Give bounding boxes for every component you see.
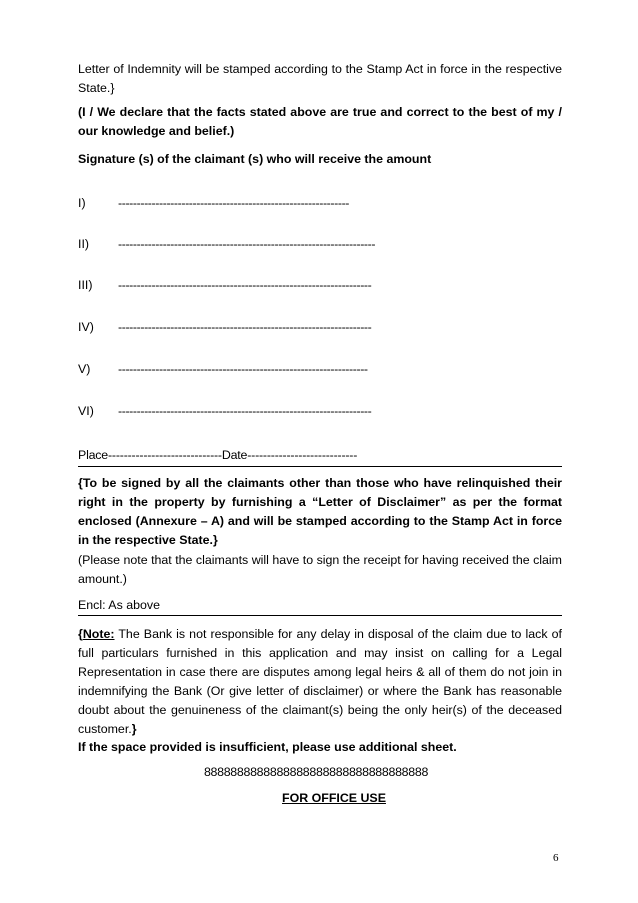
- separator-row: [78, 765, 562, 779]
- signature-number: III): [78, 278, 93, 292]
- signature-heading-block: [78, 150, 562, 169]
- signature-number: V): [78, 362, 91, 376]
- office-use-heading: FOR OFFICE USE: [282, 791, 386, 805]
- signature-blank: --------------------------------------------------------------: [118, 196, 350, 210]
- declaration-text: (I / We declare that the facts stated above are true and correct to the best of my / our knowledge and belief.): [78, 105, 562, 138]
- space-note-text: If the space provided is insufficient, please use additional sheet.: [78, 740, 457, 754]
- signature-number: II): [78, 237, 90, 251]
- signature-blank: --------------------------------------------------------------------: [118, 320, 372, 334]
- office-use-row: [78, 791, 562, 805]
- declaration-paragraph: [78, 103, 562, 141]
- receipt-note-text: (Please note that the claimants will have to sign the receipt for having received the claim amount.): [78, 553, 562, 586]
- sign-instruction-text: {To be signed by all the claimants other than those who have relinquished their right in the property by furnishing a “Letter of Disclaimer” as per the format enclosed (Annexure – A) and will be stamped according to the Stamp Act in force in the respective State.}: [78, 476, 562, 547]
- intro-paragraph: [78, 60, 562, 98]
- signature-number: IV): [78, 320, 94, 334]
- signature-number: VI): [78, 404, 94, 418]
- page-number: 6: [553, 852, 559, 864]
- divider: [78, 466, 562, 467]
- sign-instruction-block: [78, 474, 562, 550]
- signature-blank: --------------------------------------------------------------------: [118, 278, 372, 292]
- signature-number: I): [78, 196, 86, 210]
- signature-blank: ---------------------------------------------------------------------: [118, 237, 376, 251]
- note-open-brace: {: [78, 627, 83, 641]
- note-body: The Bank is not responsible for any delay in disposal of the claim due to lack of full particulars furnished in this application and may insist on calling for a Legal Representation in case there are disputes among legal heirs & all of them do not join in indemnifying the Bank (Or give letter of disclaimer) or where the Bank has reasonable doubt about the genuineness of the claimant(s) being the only heir(s) of the deceased customer.: [78, 627, 562, 736]
- note-block: [78, 625, 562, 739]
- signature-blank: --------------------------------------------------------------------: [118, 404, 372, 418]
- intro-text: Letter of Indemnity will be stamped according to the Stamp Act in force in the respective State.}: [78, 62, 562, 95]
- note-paragraph: [78, 625, 562, 739]
- note-close-brace: }: [131, 722, 137, 736]
- place-date-line: Place-----------------------------Date----------------------------: [78, 448, 358, 462]
- signature-heading: Signature (s) of the claimant (s) who will receive the amount: [78, 152, 432, 166]
- signature-blank: -------------------------------------------------------------------: [118, 362, 368, 376]
- separator-text: 8888888888888888888888888888888888: [203, 765, 429, 779]
- space-note-block: [78, 738, 562, 757]
- note-label: Note:: [82, 627, 115, 641]
- divider: [78, 615, 562, 616]
- receipt-note-block: [78, 551, 562, 589]
- enclosure-line: Encl: As above: [78, 598, 160, 612]
